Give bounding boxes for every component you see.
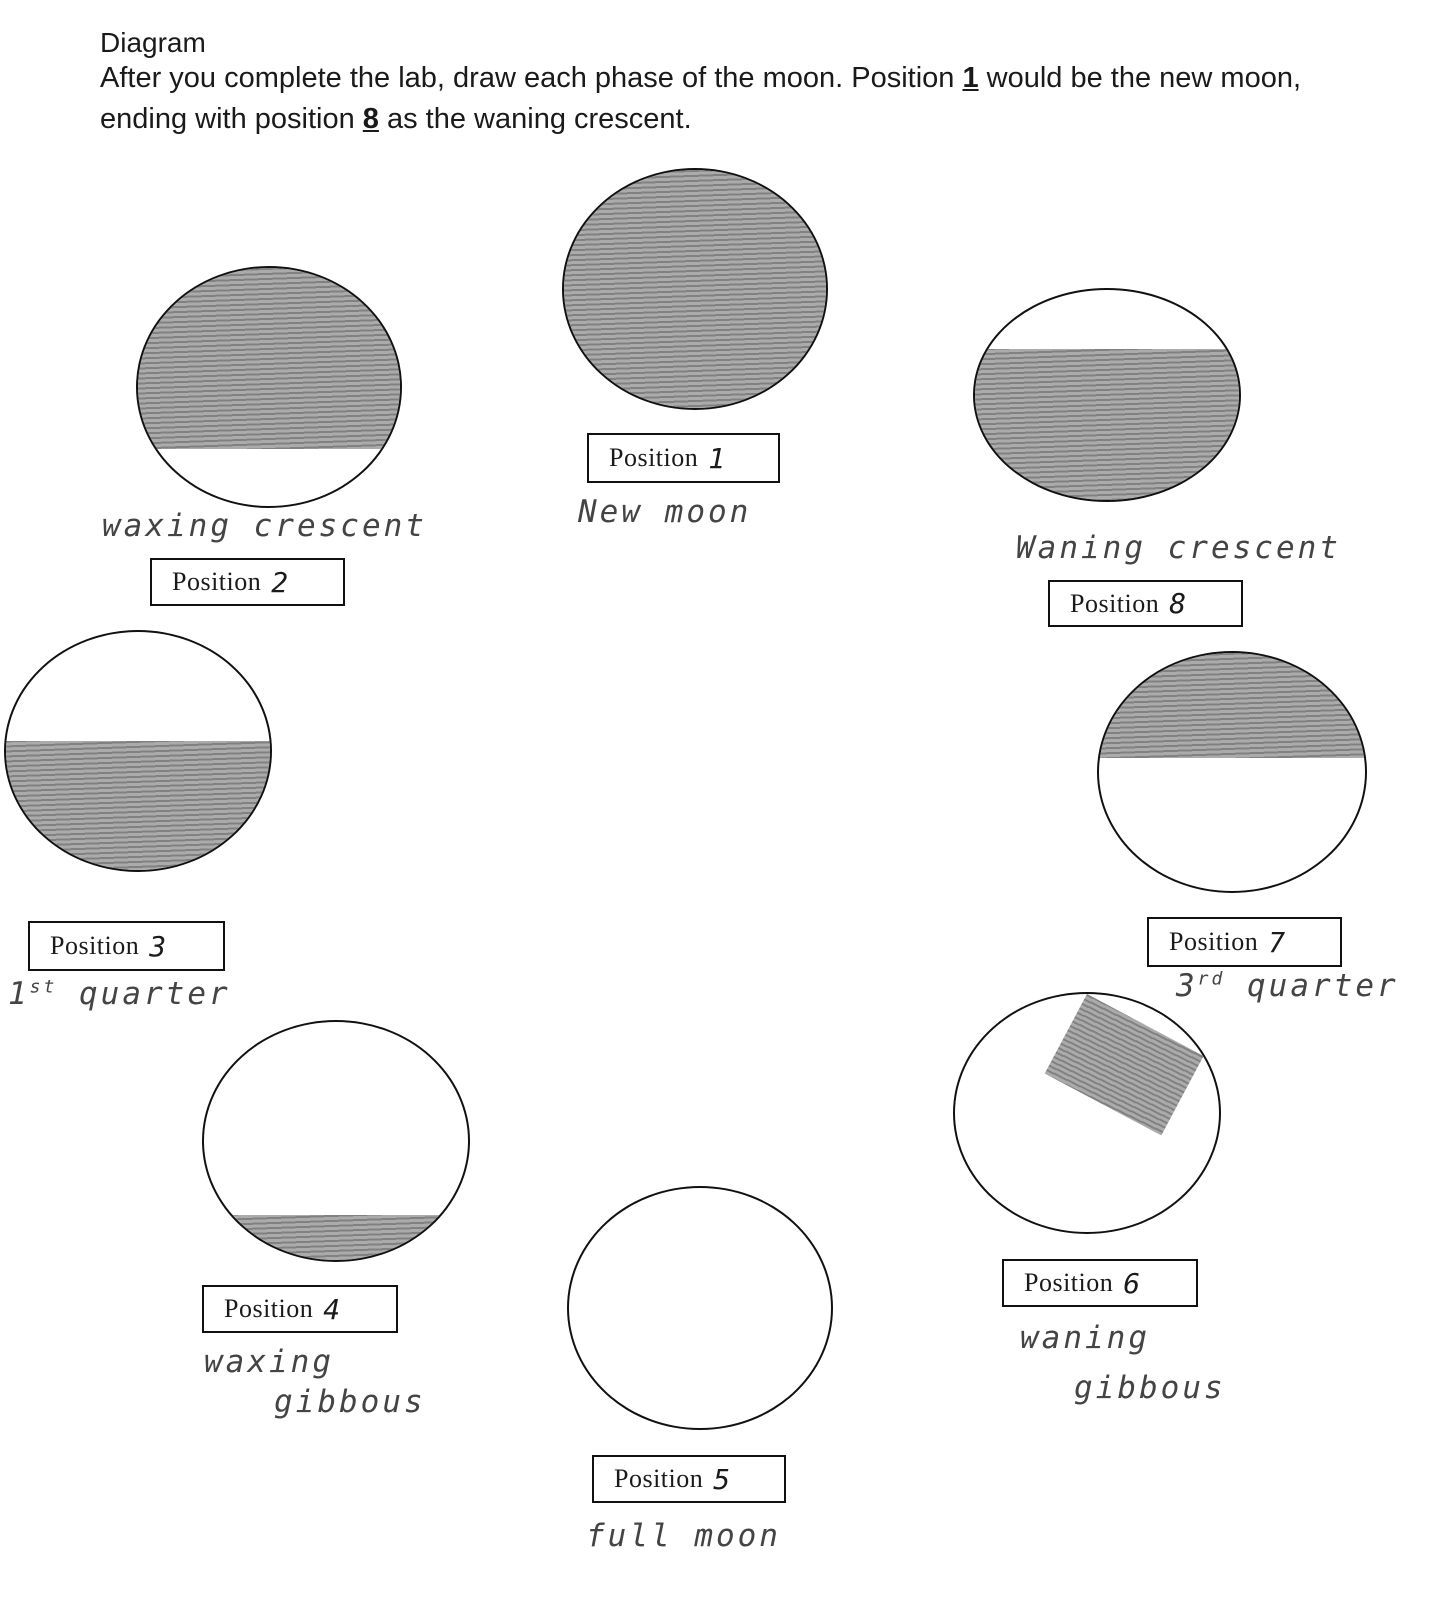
- position-2-phase: waxing crescent: [102, 508, 427, 544]
- position-label-text: Position: [1169, 927, 1259, 956]
- moon-drawing-position-5: [567, 1186, 833, 1430]
- instructions-part-1: After you complete the lab, draw each phase of the moon. Position: [100, 62, 963, 94]
- position-4-phase-line-2: gibbous: [274, 1384, 426, 1420]
- position-4-label: [202, 1285, 398, 1333]
- moon-drawing-position-4: [202, 1020, 470, 1262]
- last-position-number: 8: [362, 103, 379, 135]
- position-label-text: Position: [224, 1294, 314, 1323]
- position-label-text: Position: [50, 931, 140, 960]
- position-number: 2: [271, 565, 289, 599]
- position-3-phase: [8, 976, 231, 1012]
- position-number: 6: [1123, 1266, 1141, 1300]
- moon-drawing-position-8: [973, 288, 1241, 502]
- position-2-label: [150, 558, 345, 606]
- position-number: 5: [713, 1462, 731, 1496]
- moon-drawing-position-1: [562, 168, 828, 410]
- position-label-text: Position: [614, 1464, 704, 1493]
- position-6-label: [1002, 1259, 1198, 1307]
- position-6-phase-line-2: gibbous: [1074, 1370, 1226, 1406]
- position-number: 8: [1169, 587, 1187, 620]
- position-1-phase: New moon: [578, 494, 752, 530]
- position-number: 1: [708, 441, 726, 475]
- phase-ordinal-suffix: rd: [1197, 968, 1226, 990]
- instructions-part-2: would be the new moon, ending with position: [100, 62, 1302, 135]
- position-label-text: Position: [1070, 588, 1160, 618]
- moon-drawing-position-7: [1097, 651, 1367, 893]
- position-7-phase: [1176, 968, 1399, 1004]
- position-8-label: [1048, 580, 1243, 627]
- moon-shading: [1045, 994, 1204, 1136]
- phase-ordinal-suffix: st: [29, 976, 58, 998]
- position-5-label: [592, 1455, 786, 1503]
- moon-shading: [973, 349, 1241, 500]
- moon-drawing-position-3: [4, 630, 272, 872]
- position-8-phase: Waning crescent: [1016, 530, 1341, 566]
- first-position-number: 1: [962, 62, 979, 94]
- moon-shading: [136, 268, 402, 449]
- phase-word: quarter: [57, 976, 231, 1012]
- phase-word: quarter: [1225, 968, 1399, 1004]
- moon-shading: [562, 170, 828, 408]
- position-7-label: [1147, 917, 1342, 967]
- position-label-text: Position: [609, 443, 699, 472]
- instructions-part-3: as the waning crescent.: [378, 103, 692, 135]
- position-label-text: Position: [172, 567, 262, 596]
- position-label-text: Position: [1024, 1268, 1114, 1297]
- instructions-text: [100, 58, 1360, 140]
- position-3-label: [28, 921, 225, 971]
- moon-drawing-position-6: [953, 992, 1221, 1234]
- position-4-phase-line-1: waxing: [204, 1344, 334, 1380]
- position-6-phase-line-1: waning: [1020, 1320, 1150, 1356]
- position-5-phase: full moon: [586, 1518, 781, 1554]
- moon-shading: [202, 1215, 470, 1260]
- phase-ordinal-number: 1: [8, 976, 30, 1012]
- moon-shading: [4, 741, 272, 870]
- diagram-heading: Diagram: [100, 27, 206, 58]
- position-number: 3: [149, 929, 167, 963]
- position-1-label: [587, 433, 780, 483]
- moon-drawing-position-2: [136, 266, 402, 508]
- position-number: 7: [1268, 925, 1286, 959]
- position-number: 4: [323, 1292, 341, 1326]
- phase-ordinal-number: 3: [1176, 968, 1198, 1004]
- moon-shading: [1097, 653, 1367, 758]
